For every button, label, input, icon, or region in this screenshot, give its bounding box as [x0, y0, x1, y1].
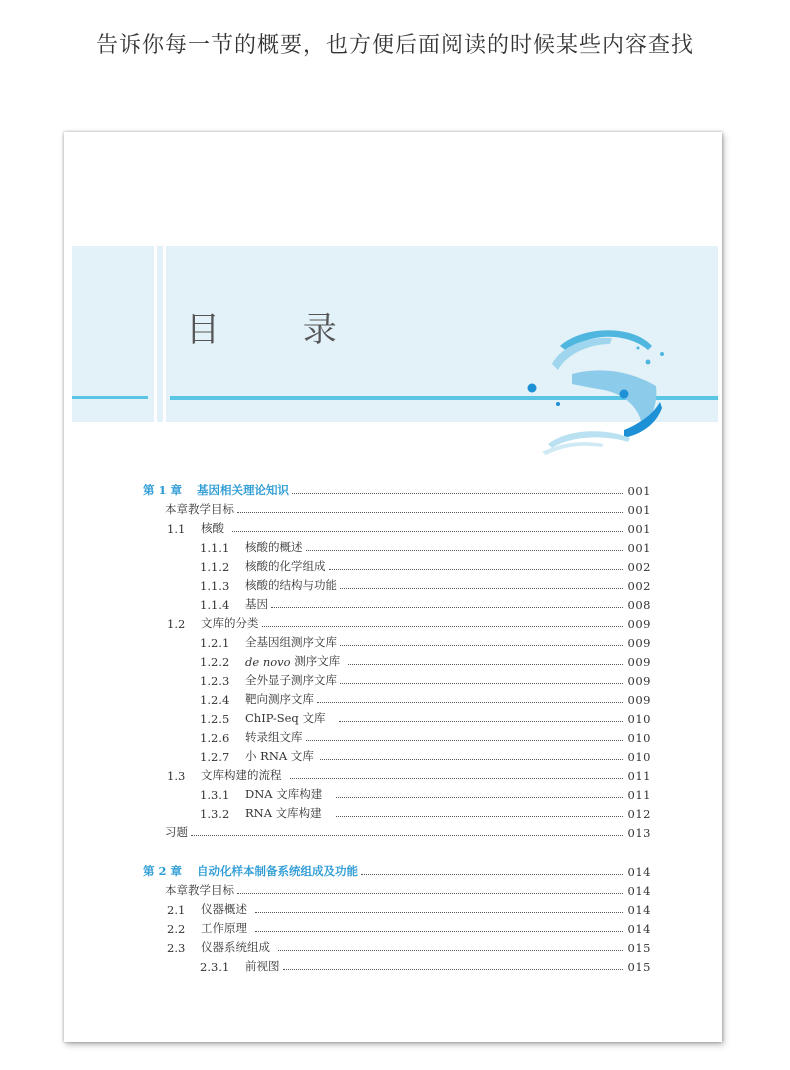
- toc-subsection[interactable]: [200, 594, 651, 612]
- dot-leader: [348, 664, 622, 665]
- dot-leader: [336, 816, 623, 817]
- subsection-title: 核酸的化学组成: [245, 559, 326, 573]
- subsection-title: 核酸的概述: [245, 540, 303, 554]
- subsection-title: 靶向测序文库: [245, 692, 314, 706]
- subsection-number: 1.1.1: [200, 541, 230, 555]
- chapter-title: 自动化样本制备系统组成及功能: [197, 864, 358, 878]
- subsection-title: 全外显子测序文库: [245, 673, 337, 687]
- subsection-title: 核酸的结构与功能: [245, 578, 337, 592]
- page-number: 015: [627, 960, 651, 974]
- subsection-title: ChIP-Seq 文库: [245, 711, 326, 725]
- page-number: 013: [627, 826, 651, 840]
- subsection-title: 转录组文库: [245, 730, 303, 744]
- dot-leader: [292, 493, 623, 494]
- toc-entry[interactable]: [165, 880, 651, 898]
- page-number: 011: [627, 769, 651, 783]
- page-number: 009: [627, 617, 651, 631]
- page-number: 010: [627, 712, 651, 726]
- subsection-number: 1.3.2: [200, 807, 230, 821]
- section-number: 2.2: [167, 922, 186, 936]
- toc-subsection[interactable]: [200, 746, 651, 764]
- subsection-number: 1.1.3: [200, 579, 230, 593]
- subsection-number: 1.2.5: [200, 712, 230, 726]
- dot-leader: [271, 607, 623, 608]
- section-title: 仪器系统组成: [201, 940, 270, 954]
- subsection-number: 1.3.1: [200, 788, 230, 802]
- subsection-number: 1.2.1: [200, 636, 230, 650]
- subsection-title: DNA 文库构建: [245, 787, 323, 801]
- entry-title: 本章教学目标: [165, 502, 234, 516]
- toc-subsection[interactable]: [200, 537, 651, 555]
- page-number: 009: [627, 655, 651, 669]
- section-number: 2.3: [167, 941, 186, 955]
- page-number: 001: [627, 541, 651, 555]
- toc-subsection[interactable]: [200, 727, 651, 745]
- dot-leader: [329, 569, 623, 570]
- dot-leader: [340, 683, 623, 684]
- toc-chapter-1[interactable]: [143, 480, 651, 498]
- dot-leader: [262, 626, 623, 627]
- section-number: 1.2: [167, 617, 186, 631]
- toc-subsection[interactable]: [200, 632, 651, 650]
- dot-leader: [237, 893, 623, 894]
- toc-section[interactable]: [167, 937, 651, 955]
- subsection-title: RNA 文库构建: [245, 806, 322, 820]
- subsection-number: 1.2.3: [200, 674, 230, 688]
- subsection-title: 前视图: [245, 959, 280, 973]
- dot-leader: [278, 950, 623, 951]
- page-number: 014: [627, 884, 651, 898]
- page-number: 014: [627, 903, 651, 917]
- toc-entry[interactable]: [165, 499, 651, 517]
- page-number: 002: [627, 579, 651, 593]
- subsection-title: 基因: [245, 597, 268, 611]
- dot-leader: [283, 969, 623, 970]
- section-title: 文库的分类: [201, 616, 259, 630]
- table-of-contents: [64, 132, 722, 1042]
- dot-leader: [320, 759, 623, 760]
- subsection-title-italic: de novo: [245, 655, 291, 669]
- page-number: 014: [627, 922, 651, 936]
- section-title: 工作原理: [201, 921, 247, 935]
- page-number: 009: [627, 693, 651, 707]
- page-number: 015: [627, 941, 651, 955]
- page-number: 010: [627, 731, 651, 745]
- dot-leader: [336, 797, 622, 798]
- dot-leader: [339, 721, 622, 722]
- toc-subsection[interactable]: [200, 651, 651, 669]
- toc-section[interactable]: [167, 765, 651, 783]
- dot-leader: [232, 531, 623, 532]
- dot-leader: [340, 588, 623, 589]
- toc-entry[interactable]: [165, 822, 651, 840]
- dot-leader: [290, 778, 623, 779]
- subsection-number: 2.3.1: [200, 960, 230, 974]
- toc-subsection[interactable]: [200, 689, 651, 707]
- section-title: 核酸: [201, 521, 224, 535]
- dot-leader: [255, 931, 623, 932]
- subsection-number: 1.1.2: [200, 560, 230, 574]
- toc-subsection[interactable]: [200, 784, 651, 802]
- subsection-number: 1.2.6: [200, 731, 230, 745]
- entry-title: 习题: [165, 825, 188, 839]
- entry-title: 本章教学目标: [165, 883, 234, 897]
- page-number: 012: [627, 807, 651, 821]
- dot-leader: [340, 645, 623, 646]
- subsection-title: 测序文库: [290, 654, 341, 668]
- section-title: 仪器概述: [201, 902, 247, 916]
- toc-section[interactable]: [167, 918, 651, 936]
- toc-subsection[interactable]: [200, 803, 651, 821]
- section-title: 文库构建的流程: [201, 768, 282, 782]
- page-number: 014: [627, 865, 651, 879]
- toc-subsection[interactable]: [200, 670, 651, 688]
- subsection-number: 1.2.7: [200, 750, 230, 764]
- toc-subsection[interactable]: [200, 708, 651, 726]
- subsection-title: 小 RNA 文库: [245, 749, 314, 763]
- dot-leader: [317, 702, 623, 703]
- page-number: 002: [627, 560, 651, 574]
- dot-leader: [255, 912, 623, 913]
- page-number: 001: [627, 503, 651, 517]
- toc-subsection[interactable]: [200, 575, 651, 593]
- subsection-title: 全基因组测序文库: [245, 635, 337, 649]
- toc-chapter-2[interactable]: [143, 861, 651, 879]
- dot-leader: [361, 874, 623, 875]
- dot-leader: [306, 550, 623, 551]
- page-number: 010: [627, 750, 651, 764]
- chapter-number: 第 2 章: [143, 864, 183, 878]
- subsection-number: 1.2.4: [200, 693, 230, 707]
- page-number: 001: [627, 522, 651, 536]
- toc-subsection[interactable]: [200, 556, 651, 574]
- section-number: 1.3: [167, 769, 186, 783]
- dot-leader: [191, 835, 623, 836]
- page-number: 009: [627, 636, 651, 650]
- section-number: 2.1: [167, 903, 186, 917]
- chapter-number: 第 1 章: [143, 483, 183, 497]
- toc-section[interactable]: [167, 899, 651, 917]
- toc-section[interactable]: [167, 613, 651, 631]
- promo-caption: 告诉你每一节的概要，也方便后面阅读的时候某些内容查找: [95, 33, 694, 58]
- section-number: 1.1: [167, 522, 186, 536]
- dot-leader: [237, 512, 623, 513]
- subsection-number: 1.2.2: [200, 655, 230, 669]
- page-number: 011: [627, 788, 651, 802]
- book-page: [64, 132, 722, 1042]
- chapter-title: 基因相关理论知识: [197, 483, 289, 497]
- page-number: 001: [627, 484, 651, 498]
- page-title: 目 录: [186, 310, 373, 350]
- dot-leader: [306, 740, 623, 741]
- page-number: 008: [627, 598, 651, 612]
- page-number: 009: [627, 674, 651, 688]
- toc-section[interactable]: [167, 518, 651, 536]
- subsection-number: 1.1.4: [200, 598, 230, 612]
- toc-subsection[interactable]: [200, 956, 651, 974]
